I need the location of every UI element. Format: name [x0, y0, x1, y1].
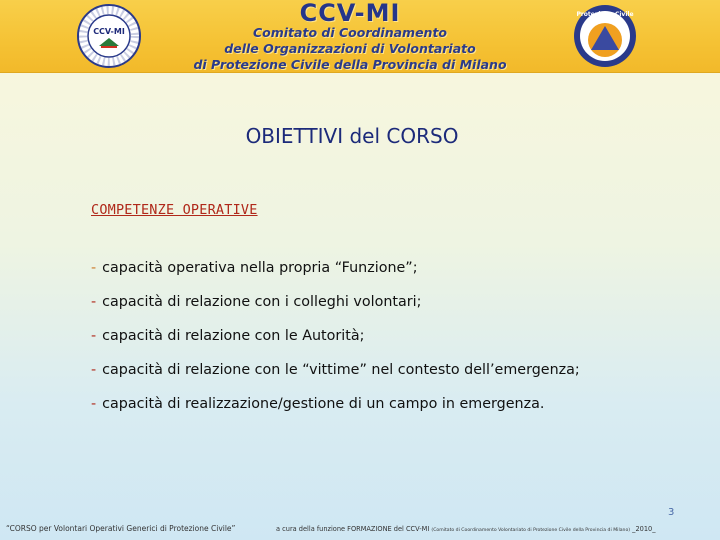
- list-item: [91, 256, 580, 290]
- bullet-dash: -: [91, 362, 97, 378]
- bullet-dash: -: [91, 328, 97, 344]
- list-item: [91, 358, 580, 392]
- bullet-dash: -: [91, 396, 97, 412]
- footer-credits-detail: (Comitato di Coordinamento Volontariato di Protezione Civile della Provincia di Milano): [431, 528, 631, 533]
- ccv-mi-logo: [77, 4, 141, 68]
- header-band: [0, 0, 720, 73]
- header-line-2: delle Organizzazioni di Volontariato: [224, 41, 476, 56]
- section-heading: COMPETENZE OPERATIVE: [91, 202, 258, 218]
- bullet-dash: -: [91, 260, 97, 276]
- brand-name: CCV-MI: [299, 0, 401, 27]
- footer-year: _2010_: [632, 525, 656, 533]
- header-line-3: di Protezione Civile della Provincia di Milano: [193, 57, 507, 72]
- list-item: [91, 290, 580, 324]
- page-number: 3: [668, 507, 675, 518]
- bullet-text: capacità di relazione con le Autorità;: [102, 328, 365, 344]
- logo-right-label: Protezione Civile: [576, 11, 634, 18]
- footer-credits-main: a cura della funzione FORMAZIONE del CCV-MI: [276, 525, 430, 533]
- logo-left-label: CCV-MI: [93, 27, 125, 36]
- footer-credits: [276, 525, 656, 533]
- bullet-dash: -: [91, 294, 97, 310]
- bullet-text: capacità operativa nella propria “Funzione”;: [102, 260, 418, 276]
- footer-course-name: “CORSO per Volontari Operativi Generici di Protezione Civile”: [6, 524, 236, 533]
- header-title: [150, 0, 550, 73]
- bullet-text: capacità di realizzazione/gestione di un campo in emergenza.: [102, 396, 545, 412]
- header-line-1: Comitato di Coordinamento: [252, 25, 448, 40]
- list-item: [91, 324, 580, 358]
- slide-title: OBIETTIVI del CORSO: [245, 124, 459, 148]
- list-item: [91, 392, 580, 426]
- objectives-list: [91, 256, 580, 426]
- protezione-civile-logo: [573, 4, 637, 68]
- bullet-text: capacità di relazione con le “vittime” nel contesto dell’emergenza;: [102, 362, 580, 378]
- bullet-text: capacità di relazione con i colleghi volontari;: [102, 294, 422, 310]
